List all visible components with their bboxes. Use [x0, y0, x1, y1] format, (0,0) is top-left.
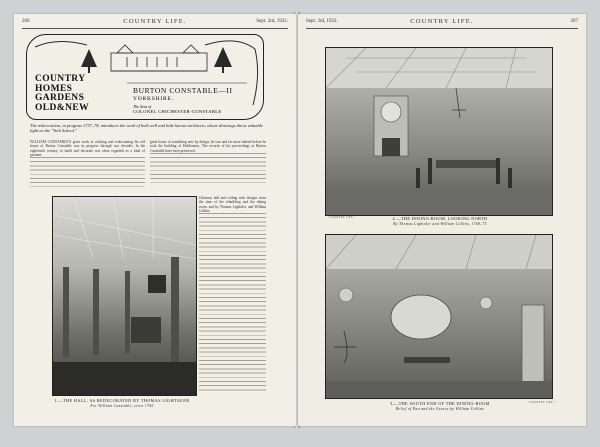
page-number-left: 266 [22, 19, 30, 24]
series-masthead [26, 34, 264, 120]
text-lines [150, 153, 266, 183]
dining-room-south-image [326, 235, 552, 398]
manor-house-icon [111, 45, 207, 71]
article-county: YORKSHIRE. [133, 96, 174, 102]
text-lines [199, 213, 266, 392]
dining-room-south-photograph [325, 234, 553, 399]
issue-date-right: Sept. 3rd, 1932. [306, 19, 338, 24]
chandelier-icon [452, 88, 466, 118]
hall-photograph [52, 196, 197, 396]
header-rule-left [22, 28, 288, 29]
oval-relief-icon [381, 102, 401, 122]
pan-relief-icon [391, 295, 451, 339]
caption-dining-south: 3.—THE SOUTH END OF THE DINING-ROOM Relief of Pan and the Graces by William Collins [390, 401, 490, 411]
running-head-left [22, 18, 288, 28]
caption-dining-north: 2.—THE DINING-ROOM, LOOKING NORTH By Thomas Lightoler and William Collins, 1768–75 [392, 216, 488, 226]
article-seat: The Seat of [133, 104, 151, 109]
hall-interior-image [53, 197, 196, 395]
body-column-narrow [199, 196, 266, 392]
dining-table-icon [436, 160, 496, 168]
article-deck: The redecoration, in progress 1757–78, introduces the work of both well and little known architects, whose drawings throw valuable light on the "York School." [30, 123, 263, 134]
dining-room-north-image [326, 48, 552, 215]
running-head-right [306, 18, 578, 28]
body-column-right [150, 140, 266, 190]
article-title: BURTON CONSTABLE—II [133, 86, 233, 95]
roundel-icon [480, 297, 492, 309]
roundel-icon [339, 288, 353, 302]
body-column-left [30, 140, 145, 190]
article-owner: COLONEL CHICHESTER-CONSTABLE [133, 109, 222, 114]
photo-credit-north: "COUNTRY LIFE." [328, 216, 356, 219]
dining-room-north-photograph [325, 47, 553, 216]
body-text: WILLIAM CONSTABLE'S great work of refitting and redecorating his old house of Burton Constable was in progress through two decades. In the eighteenth century, to build and decorate was often regarded as a kind of pastime. [30, 140, 145, 157]
caption-hall: 1.—THE HALL, AS REDECORATED BY THOMAS LIGHTOLER For William Constable, circa 1760 [54, 398, 190, 408]
magazine-title-left: COUNTRY LIFE. [123, 18, 187, 25]
body-text: great house of something new by design, he was and far more indeed before he took the building of Holderness. The records of his proceedings at Burton Constable have been preserved. [150, 140, 266, 153]
doorway-icon [522, 305, 544, 385]
text-lines [30, 157, 145, 187]
photo-credit-south: "COUNTRY LIFE." [528, 401, 556, 404]
series-title: COUNTRY HOMES GARDENS OLD&NEW [35, 74, 89, 113]
side-table-icon [404, 357, 450, 363]
scroll-flourish-icon [35, 41, 255, 49]
header-rule-right [306, 28, 578, 29]
page-number-right: 267 [570, 19, 578, 24]
tree-left-icon [81, 49, 97, 67]
issue-date-left: Sept. 3rd, 1932. [256, 19, 288, 24]
tree-right-icon [214, 47, 232, 67]
urn-icon [334, 331, 356, 363]
magazine-title-right: COUNTRY LIFE. [410, 18, 474, 25]
body-text: Chimney hall and ceiling with designs from the time of the rebuilding and the dining room, and by Thomas Lightoler, and William Collins. [199, 196, 266, 213]
fireplace-icon [131, 317, 161, 343]
hanging-flag [148, 275, 166, 293]
